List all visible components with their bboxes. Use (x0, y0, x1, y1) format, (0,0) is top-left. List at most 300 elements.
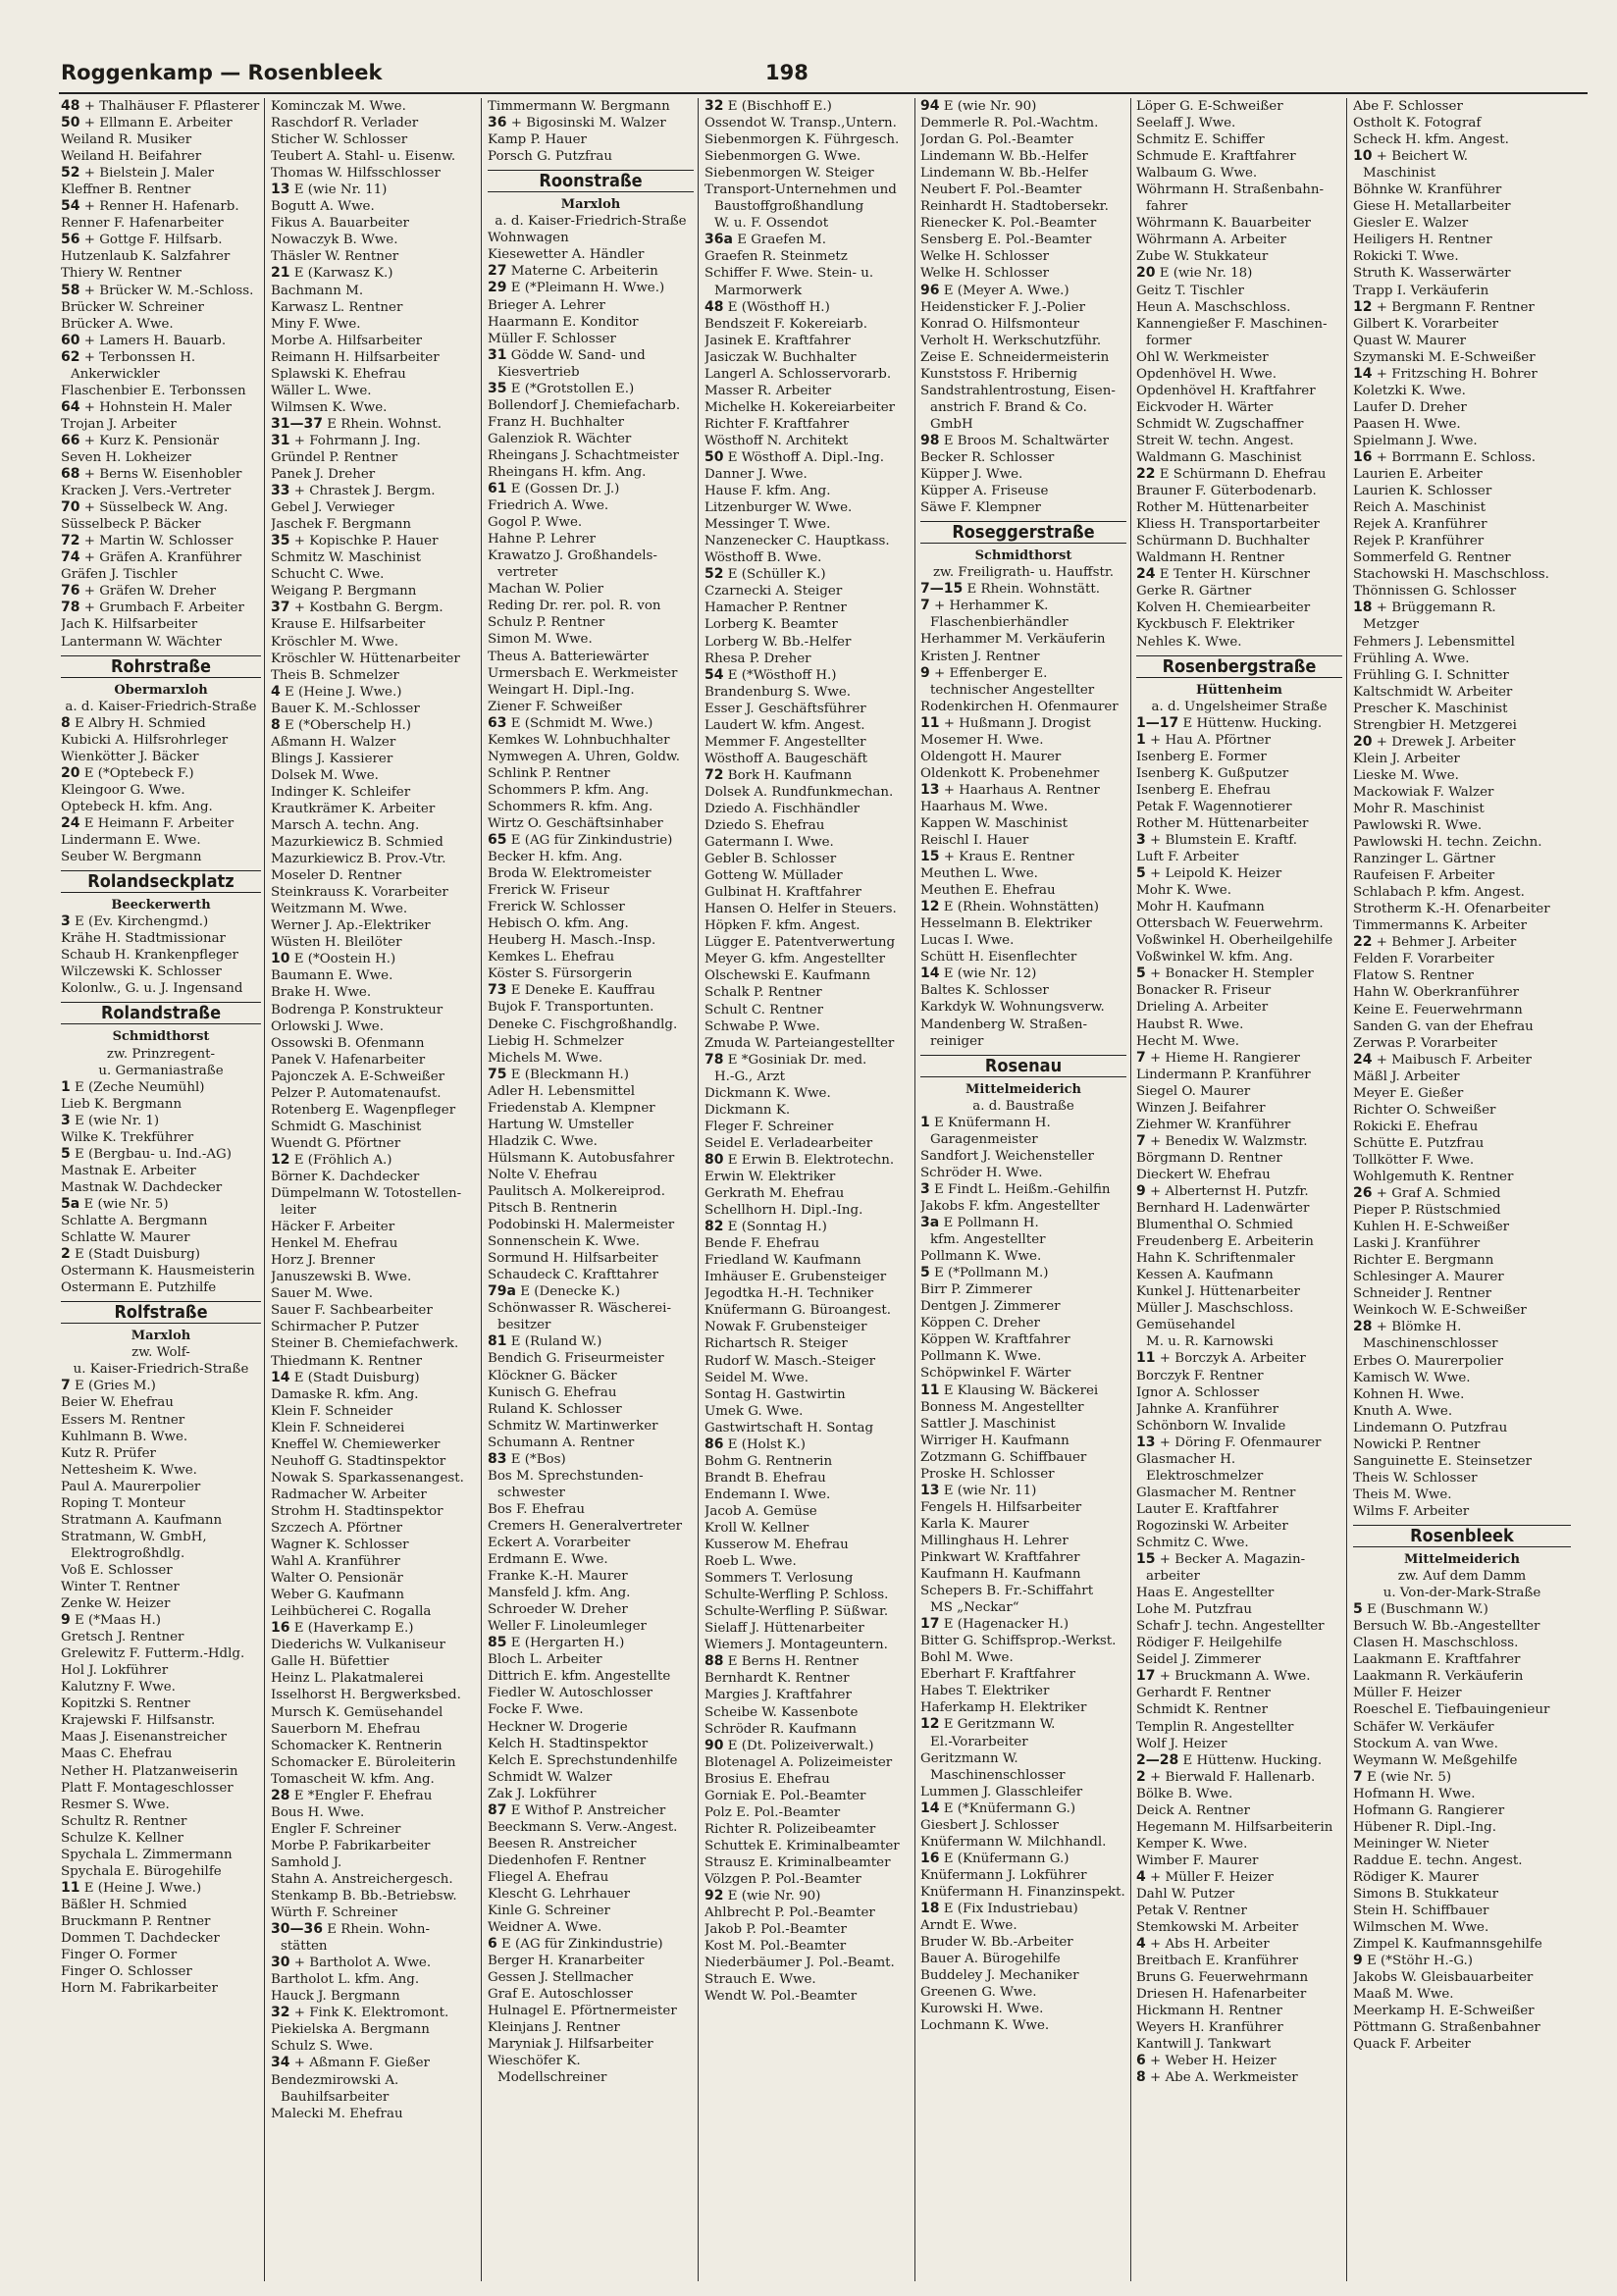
resident-entry (1353, 934, 1571, 951)
resident-entry (488, 1769, 694, 1786)
street-heading: Rolandseckplatz (61, 870, 261, 893)
resident-entry (488, 464, 694, 481)
entry-text: E (Hagenacker H.) (943, 1617, 1069, 1633)
entry-text: E Findt L. Heißm.-Gehilfin (934, 1181, 1111, 1197)
street-section: u. Germaniastraße (98, 1063, 224, 1078)
resident-entry (61, 366, 261, 383)
entry-text: Walter O. Pensionär (271, 1571, 403, 1587)
entry-text: Kohnen H. Wwe. (1353, 1386, 1465, 1402)
resident-entry (920, 1616, 1126, 1633)
resident-entry (488, 1819, 694, 1836)
entry-text: Schmidt G. Maschinist (271, 1119, 422, 1134)
entry-text: M. u. R. Karnowski (1146, 1334, 1274, 1350)
resident-entry (704, 984, 911, 1001)
entry-text: + Bielstein J. Maler (83, 166, 215, 182)
resident-entry (920, 815, 1126, 832)
house-number: 78 (61, 600, 80, 616)
entry-text: Häcker F. Arbeiter (271, 1220, 395, 1235)
resident-entry (704, 399, 911, 416)
resident-entry (1136, 1668, 1342, 1685)
resident-entry (1136, 932, 1342, 949)
resident-entry (1353, 1370, 1571, 1386)
entry-text: Blumenthal O. Schmied (1136, 1218, 1294, 1233)
entry-text: Nanzenecker C. Hauptkass. (704, 534, 890, 549)
entry-text: Isselhorst H. Bergwerksbed. (271, 1688, 461, 1703)
resident-entry (704, 349, 911, 366)
entry-text: E Broos M. Schaltwärter (943, 433, 1109, 448)
resident-entry (1353, 566, 1571, 583)
resident-entry (488, 148, 694, 165)
resident-entry (271, 1821, 477, 1838)
entry-text: Schröder H. Wwe. (920, 1165, 1043, 1180)
resident-entry (271, 499, 477, 516)
entry-text: Dieckert W. Ehefrau (1136, 1167, 1271, 1182)
entry-text: Gotteng W. Müllader (704, 868, 843, 884)
entry-text: anstrich F. Brand & Co. (930, 399, 1087, 415)
resident-entry (920, 1699, 1126, 1716)
entry-text: Sanden G. van der Ehefrau (1353, 1018, 1534, 1034)
entry-text: Dickmann K. (704, 1102, 791, 1118)
resident-entry (1136, 1200, 1342, 1217)
entry-text: Bruder W. Bb.-Arbeiter (920, 1935, 1073, 1951)
resident-entry (271, 917, 477, 934)
resident-entry (1136, 383, 1342, 399)
entry-text: Voßwinkel W. kfm. Ang. (1136, 950, 1293, 965)
directory-column-5 (920, 98, 1126, 2281)
entry-text: Zak J. Lokführer (488, 1786, 597, 1801)
resident-entry (271, 1386, 477, 1403)
street-section: a. d. Ungelsheimer Straße (1151, 699, 1328, 714)
entry-text: Geitz T. Tischler (1136, 283, 1244, 298)
resident-entry (920, 1851, 1126, 1867)
house-number: 80 (704, 1151, 724, 1168)
entry-text: + Leipold K. Heizer (1150, 866, 1282, 882)
entry-text: Seelaff J. Wwe. (1136, 116, 1236, 131)
entry-text: E (wie Nr. 12) (943, 966, 1037, 982)
entry-text: Baustoffgroßhandlung (714, 199, 864, 215)
resident-entry (1136, 583, 1342, 600)
resident-entry (920, 265, 1126, 282)
house-number: 58 (61, 282, 80, 298)
resident-entry (488, 481, 694, 497)
entry-text: Szymanski M. E-Schweißer (1353, 349, 1536, 365)
resident-entry (271, 265, 477, 282)
entry-text: E (Stadt Duisburg) (293, 1370, 420, 1385)
entry-text: Hol J. Lokführer (61, 1663, 169, 1679)
entry-text: Bork H. Kaufmann (727, 767, 853, 783)
resident-entry (1353, 1802, 1571, 1819)
resident-entry (1136, 899, 1342, 915)
resident-entry (488, 649, 694, 665)
entry-text: Weidner A. Wwe. (488, 1920, 602, 1936)
entry-text: Klein F. Schneiderei (271, 1420, 405, 1435)
entry-text: Buddeley J. Mechaniker (920, 1968, 1079, 1984)
entry-text: Bous H. Wwe. (271, 1804, 365, 1820)
entry-text: Rother M. Hüttenarbeiter (1136, 815, 1309, 831)
entry-text: Flaschenbierhändler (930, 615, 1069, 631)
house-number: 11 (61, 1879, 80, 1896)
resident-entry (271, 600, 477, 616)
resident-entry (704, 1603, 911, 1620)
resident-entry (488, 314, 694, 331)
resident-entry (1136, 1468, 1342, 1485)
resident-entry (61, 516, 261, 533)
resident-entry (1136, 232, 1342, 248)
resident-entry (704, 701, 911, 717)
resident-entry (920, 1416, 1126, 1433)
entry-text: Kiesewetter A. Händler (488, 247, 645, 263)
resident-entry (920, 1901, 1126, 1917)
resident-entry (920, 1248, 1126, 1265)
entry-text: Mandenberg W. Straßen- (920, 1017, 1088, 1032)
resident-entry (704, 751, 911, 767)
entry-text: Lochmann K. Wwe. (920, 2018, 1050, 2034)
resident-entry (704, 1018, 911, 1035)
resident-entry (920, 115, 1126, 131)
entry-text: Weyers H. Kranführer (1136, 2020, 1283, 2036)
entry-text: E (Dt. Polizeiverwalt.) (727, 1738, 874, 1753)
resident-entry (271, 466, 477, 483)
entry-text: Kaltschmidt W. Arbeiter (1353, 684, 1513, 700)
resident-entry (704, 499, 911, 516)
resident-entry (271, 1219, 477, 1235)
entry-text: Nowak S. Sparkassenangest. (271, 1470, 464, 1486)
resident-entry (1136, 1267, 1342, 1283)
house-number: 50 (61, 115, 80, 131)
entry-text: Schönwasser R. Wäscherei- (488, 1301, 671, 1317)
entry-text: Siebenmorgen K. Führgesch. (704, 132, 900, 148)
entry-text: Kunkel J. Hüttenarbeiter (1136, 1284, 1300, 1300)
entry-text: Schmude E. Kraftfahrer (1136, 149, 1296, 165)
entry-text: Broda W. Elektromeister (488, 866, 652, 882)
resident-entry (1353, 433, 1571, 449)
entry-text: E (AG für Zinkindustrie) (501, 1937, 663, 1953)
resident-entry (1136, 265, 1342, 282)
resident-entry (920, 349, 1126, 366)
entry-text: Bloch L. Arbeiter (488, 1652, 602, 1668)
house-number: 1—17 (1136, 714, 1179, 731)
district-name: Schmidthorst (974, 548, 1072, 564)
house-number: 98 (920, 432, 940, 448)
entry-text: E *Engler F. Ehefrau (293, 1788, 433, 1803)
resident-entry (61, 1696, 261, 1712)
resident-entry (271, 182, 477, 198)
entry-text: Materne C. Arbeiterin (510, 264, 658, 280)
entry-text: Spychala E. Bürogehilfe (61, 1863, 222, 1879)
street-heading: Rosenau (920, 1055, 1126, 1077)
entry-text: Zube W. Stukkateur (1136, 249, 1269, 265)
entry-text: Baumann E. Wwe. (271, 968, 393, 984)
entry-text: Teubert A. Stahl- u. Eisenw. (271, 149, 456, 165)
entry-text: + Müller F. Heizer (1150, 1869, 1274, 1885)
resident-entry (1136, 449, 1342, 466)
resident-entry (271, 1570, 477, 1587)
resident-entry (1136, 1317, 1342, 1333)
resident-entry (1353, 1002, 1571, 1018)
entry-text: Gastwirtschaft H. Sontag (704, 1420, 874, 1435)
resident-entry (1353, 634, 1571, 651)
entry-text: Theis W. Schlosser (1353, 1470, 1478, 1486)
entry-text: Trapp I. Verkäuferin (1353, 283, 1489, 298)
house-number: 1 (61, 1078, 71, 1095)
resident-entry (488, 1836, 694, 1852)
entry-text: Kyckbusch F. Elektriker (1136, 617, 1295, 633)
entry-text: Maas C. Ehefrau (61, 1747, 173, 1762)
resident-entry (920, 732, 1126, 749)
resident-entry (61, 433, 261, 449)
entry-text: E (Fix Industriebau) (943, 1901, 1078, 1916)
resident-entry (271, 1252, 477, 1269)
house-number: 50 (704, 448, 724, 465)
entry-text: Hutzenlaub K. Salzfahrer (61, 249, 231, 265)
entry-text: Maas J. Eisenanstreicher (61, 1730, 228, 1746)
entry-text: Ostermann E. Putzhilfe (61, 1280, 217, 1296)
entry-text: Danner J. Wwe. (704, 467, 808, 483)
resident-entry (920, 581, 1126, 598)
resident-entry (488, 682, 694, 699)
column-rule (264, 98, 265, 2281)
entry-text: E (Fröhlich A.) (293, 1152, 392, 1168)
resident-entry (920, 1215, 1126, 1231)
resident-entry (271, 1002, 477, 1018)
resident-entry (271, 1921, 477, 1938)
resident-entry (61, 316, 261, 333)
resident-entry (1353, 1685, 1571, 1701)
entry-text: Kelch E. Sprechstundenhilfe (488, 1752, 678, 1768)
entry-text: Frerick W. Schlosser (488, 900, 625, 915)
house-number: 5 (1353, 1601, 1363, 1618)
entry-text: Meyer E. Gießer (1353, 1085, 1464, 1101)
resident-entry (61, 1113, 261, 1129)
entry-text: Schellhorn H. Dipl.-Ing. (704, 1203, 863, 1219)
entry-text: Hickmann H. Rentner (1136, 2004, 1282, 2019)
entry-text: Freudenberg E. Arbeiterin (1136, 1234, 1314, 1250)
entry-text: Weinkoch W. E-Schweißer (1353, 1303, 1527, 1319)
resident-entry (1353, 449, 1571, 466)
entry-text: E (AG für Zinkindustrie) (510, 833, 673, 849)
resident-entry (488, 263, 694, 280)
entry-text: Haarhaus M. Wwe. (920, 799, 1049, 814)
entry-text: Heidensticker F. J.-Polier (920, 299, 1085, 315)
entry-text: Thiery W. Rentner (61, 266, 182, 282)
resident-entry (1353, 1185, 1571, 1202)
entry-text: Abe F. Schlosser (1353, 99, 1463, 114)
house-number: 63 (488, 714, 507, 731)
resident-entry (1353, 717, 1571, 734)
entry-text: Rother M. Hüttenarbeiter (1136, 500, 1309, 516)
resident-entry (1136, 2053, 1342, 2069)
entry-text: Zeise E. Schneidermeisterin (920, 349, 1110, 365)
house-number: 10 (1353, 148, 1373, 165)
resident-entry (1353, 817, 1571, 834)
resident-entry (1136, 1133, 1342, 1150)
entry-text: Kinle G. Schreiner (488, 1904, 610, 1919)
resident-entry (1136, 1869, 1342, 1886)
entry-text: Bendszeit F. Kokereiarb. (704, 316, 868, 332)
resident-entry (1353, 1736, 1571, 1752)
resident-entry (488, 531, 694, 548)
entry-text: Ahlbrecht P. Pol.-Beamter (704, 1905, 875, 1921)
resident-entry (61, 1545, 261, 1562)
resident-entry (271, 1553, 477, 1570)
entry-text: Aßmann H. Walzer (271, 734, 396, 750)
resident-entry (271, 1069, 477, 1085)
resident-entry (61, 1746, 261, 1762)
resident-entry (1353, 1651, 1571, 1668)
entry-text: Mäßl J. Arbeiter (1353, 1069, 1460, 1084)
resident-entry (1136, 1852, 1342, 1869)
resident-entry (1136, 865, 1342, 882)
entry-text: E Wösthoff A. Dipl.-Ing. (727, 449, 884, 465)
entry-text: + Haarhaus A. Rentner (943, 782, 1100, 798)
resident-entry (1353, 1319, 1571, 1335)
entry-text: Welke H. Schlosser (920, 266, 1050, 282)
resident-entry (61, 399, 261, 416)
resident-entry (1353, 115, 1571, 131)
entry-text: Heckner W. Drogerie (488, 1719, 628, 1735)
resident-entry (1136, 849, 1342, 865)
entry-text: Hofmann G. Rangierer (1353, 1802, 1505, 1818)
resident-entry (920, 1934, 1126, 1951)
entry-text: Wilczewski K. Schlosser (61, 965, 222, 980)
resident-entry (488, 1568, 694, 1585)
resident-entry (271, 1052, 477, 1069)
resident-entry (271, 148, 477, 165)
resident-entry (488, 1986, 694, 2003)
entry-text: Mursch K. Gemüsehandel (271, 1704, 443, 1720)
entry-text: Meerkamp H. E-Schweißer (1353, 2004, 1535, 2019)
house-number: 30—36 (271, 1921, 323, 1938)
entry-text: Leihbücherei C. Rogalla (271, 1604, 432, 1620)
entry-text: E (wie Nr. 5) (83, 1196, 169, 1212)
house-number: 92 (704, 1888, 724, 1905)
entry-text: E (Zeche Neumühl) (75, 1079, 205, 1095)
resident-entry (61, 1529, 261, 1545)
resident-entry (488, 1501, 694, 1518)
resident-entry (1136, 1736, 1342, 1752)
entry-text: Weingart H. Dipl.-Ing. (488, 682, 635, 698)
entry-text: + Bergmann F. Rentner (1376, 299, 1535, 315)
resident-entry (1353, 283, 1571, 299)
entry-text: Giesbert J. Schlosser (920, 1817, 1059, 1833)
resident-entry (1136, 1501, 1342, 1518)
house-number: 86 (704, 1435, 724, 1452)
resident-entry (704, 516, 911, 533)
resident-entry (488, 1485, 694, 1501)
entry-text: + Alberternst H. Putzfr. (1150, 1184, 1309, 1199)
entry-text: Kneffel W. Chemiewerker (271, 1436, 441, 1452)
resident-entry (488, 799, 694, 815)
resident-entry (271, 867, 477, 884)
entry-text: Mohr K. Wwe. (1136, 883, 1231, 899)
resident-entry (704, 1971, 911, 1988)
entry-text: Pitsch B. Rentnerin (488, 1201, 618, 1217)
entry-text: Drieling A. Arbeiter (1136, 1000, 1269, 1016)
resident-entry (61, 349, 261, 366)
resident-entry (61, 383, 261, 399)
resident-entry (488, 715, 694, 732)
entry-text: + Brüggemann R. (1376, 600, 1496, 616)
resident-entry (1353, 1969, 1571, 1986)
entry-text: Schäfer W. Verkäufer (1353, 1719, 1494, 1735)
resident-entry (271, 1653, 477, 1670)
resident-entry (488, 1802, 694, 1819)
resident-entry (1353, 1836, 1571, 1852)
resident-entry (61, 115, 261, 131)
district-name: Mittelmeiderich (1403, 1552, 1521, 1568)
entry-text: Franke K.-H. Maurer (488, 1569, 628, 1585)
resident-entry (1136, 516, 1342, 533)
resident-entry (1353, 131, 1571, 148)
entry-text: Sandfort J. Weichensteller (920, 1148, 1094, 1164)
house-number: 75 (488, 1066, 507, 1082)
resident-entry (271, 349, 477, 366)
house-number: 3a (920, 1215, 940, 1231)
entry-text: Finger O. Schlosser (61, 1964, 192, 1980)
entry-text: Sormund H. Hilfsarbeiter (488, 1251, 658, 1267)
resident-entry (271, 1453, 477, 1470)
resident-entry (488, 497, 694, 514)
entry-text: E (wie Nr. 11) (293, 183, 388, 198)
resident-entry (1353, 499, 1571, 516)
resident-entry (61, 1213, 261, 1229)
resident-entry (1136, 1384, 1342, 1401)
entry-text: Erwin W. Elektriker (704, 1170, 836, 1184)
entry-text: Kunststoss F. Hribernig (920, 366, 1077, 382)
entry-text: Knüfermann G. Büroangest. (704, 1303, 891, 1319)
entry-text: Haubst R. Wwe. (1136, 1017, 1244, 1032)
entry-text: Dolsek M. Wwe. (271, 767, 379, 783)
resident-entry (488, 1518, 694, 1535)
resident-entry (704, 734, 911, 751)
resident-entry (1353, 684, 1571, 701)
entry-text: Bernhard H. Ladenwärter (1136, 1201, 1310, 1217)
resident-entry (704, 1470, 911, 1487)
resident-entry (920, 1533, 1126, 1549)
resident-entry (1136, 1083, 1342, 1100)
entry-text: Schöpwinkel F. Wärter (920, 1366, 1071, 1382)
entry-text: Laudert W. kfm. Angest. (704, 717, 865, 733)
resident-entry (1136, 1350, 1342, 1367)
entry-text: Rejek A. Kranführer (1353, 517, 1487, 533)
entry-text: Meininger W. Nieter (1353, 1836, 1489, 1852)
entry-text: Schmitz W. Martinwerker (488, 1418, 658, 1434)
entry-text: Bos M. Sprechstunden- (488, 1468, 644, 1484)
resident-entry (61, 416, 261, 433)
resident-entry (488, 849, 694, 865)
resident-entry (488, 1384, 694, 1401)
entry-text: Sontag H. Gastwirtin (704, 1386, 846, 1402)
resident-entry (488, 447, 694, 464)
resident-entry (1353, 1335, 1571, 1352)
entry-text: Oldengott H. Maurer (920, 749, 1062, 764)
entry-text: Wöhrmann H. Straßenbahn- (1136, 183, 1325, 198)
resident-entry (488, 246, 694, 263)
resident-entry (704, 1052, 911, 1069)
house-number: 13 (1136, 1434, 1156, 1450)
entry-text: + Blömke H. (1376, 1320, 1462, 1335)
house-number: 7 (920, 598, 930, 614)
resident-entry (920, 1331, 1126, 1348)
entry-text: Hübener R. Dipl.-Ing. (1353, 1819, 1496, 1835)
resident-entry (920, 1984, 1126, 2001)
entry-text: Waldmann G. Maschinist (1136, 449, 1302, 465)
house-number: 5 (61, 1145, 71, 1162)
entry-text: Küpper J. Wwe. (920, 467, 1023, 483)
entry-text: E (Hergarten H.) (510, 1636, 625, 1651)
resident-entry (1136, 399, 1342, 416)
house-number: 90 (704, 1737, 724, 1753)
